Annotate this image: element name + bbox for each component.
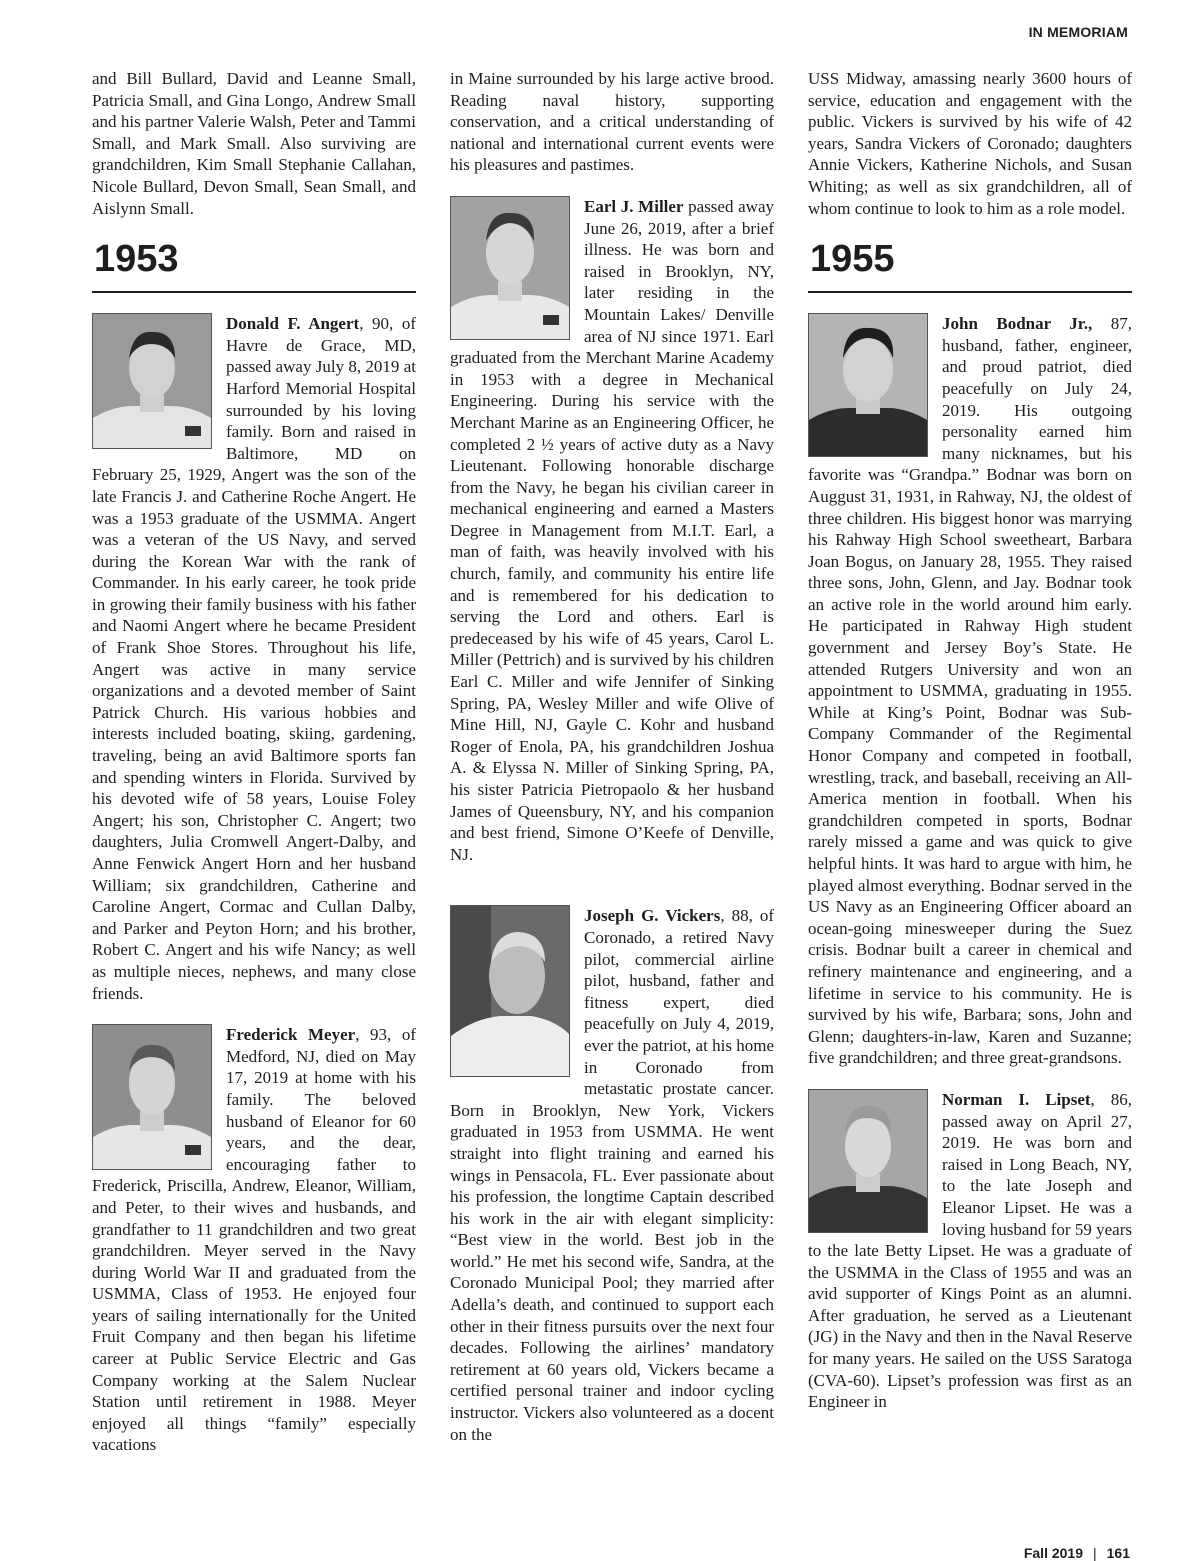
continued-obituary-text: and Bill Bullard, David and Leanne Small, Patricia Small, and Gina Longo, Andrew Small and his partner Valerie Walsh, Peter and Tammi Small, and Mark Small. Also surviving are grandchildren, Kim Small Stephanie Callahan, Nicole Bullard, Devon Small, Sean Small, and Aislynn Small. <box>92 69 416 218</box>
deceased-name: Joseph G. Vickers <box>584 906 721 926</box>
footer-separator: | <box>1093 1545 1097 1561</box>
obituary-text: , 86, passed away on April 27, 2019. He was born and raised in Long Beach, NY, to the late Joseph and Eleanor Lipset. He was a loving husband for 59 years to the late Betty Lipset. He was a graduate of the USMMA in the Class of 1955 and was an avid supporter of Kings Point as an alumni. After graduation, he served as a Lieutenant (JG) in the Navy and then in the Naval Reserve for many years. He sailed on the USS Saratoga (CVA-60). Lipset’s profession was first as an Engineer in <box>808 1089 1132 1412</box>
section-label: IN MEMORIAM <box>1028 24 1128 40</box>
continued-obituary-text: in Maine surrounded by his large active brood. Reading naval history, supporting conservation, and a critical understanding of national and international current events were his pleasures and pastimes. <box>450 69 774 175</box>
obituary-bodnar <box>808 313 1132 1069</box>
column-2 <box>450 68 774 1445</box>
class-year-heading-1953: 1953 <box>92 219 416 293</box>
issue-label: Fall 2019 <box>1023 1545 1083 1561</box>
deceased-name: Donald F. Angert <box>226 314 360 334</box>
portrait-photo-vickers <box>450 905 570 1077</box>
portrait-photo-lipset <box>808 1089 928 1233</box>
obituary-text: , 90, of Havre de Grace, MD, passed away July 8, 2019 at Harford Memorial Hospital surrounded by his loving family. Born and raised in Baltimore, MD on February 25, 1929, Angert was the son of the late Francis J. and Catherine Roche Angert. He was a 1953 graduate of the USMMA. Angert was a veteran of the US Navy, and served during the Korean War with the rank of Commander. In his early career, he took pride in growing their family business with his father and Naomi Angert where he became President of Frank Shoe Stores. Throughout his life, Angert was active in many service organizations and a devoted member of Saint Patrick Church. His various hobbies and interests included boating, skiing, gardening, traveling, being an avid Baltimore sports fan and spending winters in Florida. Survived by his devoted wife of 58 years, Louise Foley Angert; his son, Christopher C. Angert; two daughters, Julia Cromwell Angert-Dalby, and Anne Fenwick Angert Horn and her husband William; six grandchildren, Catherine and Caroline Angert, Cormac and Cullan Dalby, and Parker and Peyton Horn; and his brother, Robert C. Angert and his wife Nancy; as well as multiple nieces, nephews, and many close friends. <box>92 314 416 1003</box>
portrait-photo-miller <box>450 196 570 340</box>
continued-obituary-text: USS Midway, amassing nearly 3600 hours of service, education and engagement with the public. Vickers is survived by his wife of 42 years, Sandra Vickers of Coronado; daughters Annie Vickers, Katherine Nichols, and Susan Whiting; as well as six grandchildren, all of whom continue to look to him as a role model. <box>808 69 1132 218</box>
page-footer <box>1024 1545 1130 1561</box>
obituary-lipset <box>808 1089 1132 1413</box>
obituary-text: , 88, of Coronado, a retired Navy pilot, commercial airline pilot, husband, father and fitness expert, died peacefully on July 4, 2019, ever the patriot, at his home in Coronado from metastatic prostate cancer. Born in Brooklyn, New York, Vickers graduated in 1953 from USMMA. He went straight into flight training and earned his wings in Pensacola, FL. Ever passionate about his profession, the longtime Captain described his work in the air with elegant simplicity: “Best view in the world. Best job in the world.” He met his second wife, Sandra, at the Coronado Municipal Pool; they married after Adella’s death, and continued to support each other in their fitness pursuits over the next four decades. Following the airlines’ mandatory retirement at 60 years old, Vickers became a certified personal trainer and indoor cycling instructor. Vickers also volunteered as a docent on the <box>450 906 774 1444</box>
deceased-name: Frederick Meyer <box>226 1025 356 1045</box>
obituary-text: passed away June 26, 2019, after a brief illness. He was born and raised in Brooklyn, NY, later residing in the Mountain Lakes/ Denville area of NJ since 1971. Earl graduated from the Merchant Marine Academy in 1953 with a degree in Mechanical Engineering. During his service with the Merchant Marine as an Engineering Officer, he completed 2 ½ years of active duty as a Navy Lieutenant. Following honorable discharge from the Navy, he began his civilian career in mechanical engineering and earned a Masters Degree in Management from M.I.T. Earl, a man of faith, was heavily involved with his church, family, and community his entire life and is remembered for his dedication to serving the Lord and others. Earl is predeceased by his wife of 45 years, Carol L. Miller (Pettrich) and is survived by his children Earl C. Miller and wife Jennifer of Sinking Spring, PA, Wesley Miller and wife Olive of Mine Hill, NJ, Gayle C. Kohr and husband Roger of Enola, PA, his grandchildren Joshua A. & Elyssa N. Miller of Sinking Spring, PA, his sister Patricia Pietropaolo & her husband James of Queensbury, NY, and his companion and best friend, Simone O’Keefe of Denville, NJ. <box>450 196 774 864</box>
portrait-photo-angert <box>92 313 212 449</box>
obituary-vickers <box>450 905 774 1445</box>
obituary-meyer <box>92 1024 416 1456</box>
portrait-photo-bodnar <box>808 313 928 457</box>
column-3 <box>808 68 1132 1413</box>
column-1 <box>92 68 416 1456</box>
page-number: 161 <box>1106 1545 1130 1561</box>
portrait-photo-meyer <box>92 1024 212 1170</box>
obituary-angert <box>92 313 416 1004</box>
obituary-text: , 93, of Medford, NJ, died on May 17, 2019 at home with his family. The beloved husband of Eleanor for 60 years, and the dear, encouraging father to Frederick, Priscilla, Andrew, Eleanor, William, and Peter, to their wives and husbands, and grandfather to 11 grandchildren and two great grandchildren. Meyer served in the Navy during World War II and graduated from the USMMA, Class of 1953. He enjoyed four years of sailing internationally for the United Fruit Company and then began his lifetime career at Public Service Electric and Gas Company working at the Salem Nuclear Station until retirement in 1988. Meyer enjoyed all things “family” especially vacations <box>92 1025 416 1455</box>
deceased-name: Norman I. Lipset <box>942 1089 1091 1109</box>
deceased-name: Earl J. Miller <box>584 196 684 216</box>
class-year-heading-1955: 1955 <box>808 219 1132 293</box>
deceased-name: John Bodnar Jr., <box>942 314 1093 334</box>
obituary-text: 87, husband, father, engineer, and proud patriot, died peacefully on July 24, 2019. His outgoing personality earned him many nicknames, but his favorite was “Grandpa.” Bodnar was born on Auggust 31, 1931, in Rahway, NJ, the oldest of three children. His biggest honor was marrying his Rahway High School sweetheart, Barbara Joan Bogus, on January 28, 1955. They raised three sons, John, Glenn, and Jay. Bodnar took an active role in the world around him early. He participated in Rahway High student government and Jersey Boy’s State. He attended Rutgers University and won an appointment to USMMA, graduating in 1955. While at King’s Point, Bodnar was Sub-Company Commander of the Regimental Honor Company and competed in football, wrestling, track, and baseball, receiving an All-America mention in football. When his grandchildren competed in sports, Bodnar rarely missed a game and was quick to give helpful hints. It was hard to argue with him, he played almost everything. Bodnar served in the US Navy as an Engineering Officer aboard an ocean-going minesweeper during the Suez crisis. Bodnar built a career in chemical and refinery maintenance and engineering, and a lifetime in service to his community. He is survived by his wife, Barbara; sons, John and Glenn; daughters-in-law, Karen and Suzanne; five grandchildren; and three great-grandsons. <box>808 314 1132 1068</box>
obituary-miller <box>450 196 774 865</box>
